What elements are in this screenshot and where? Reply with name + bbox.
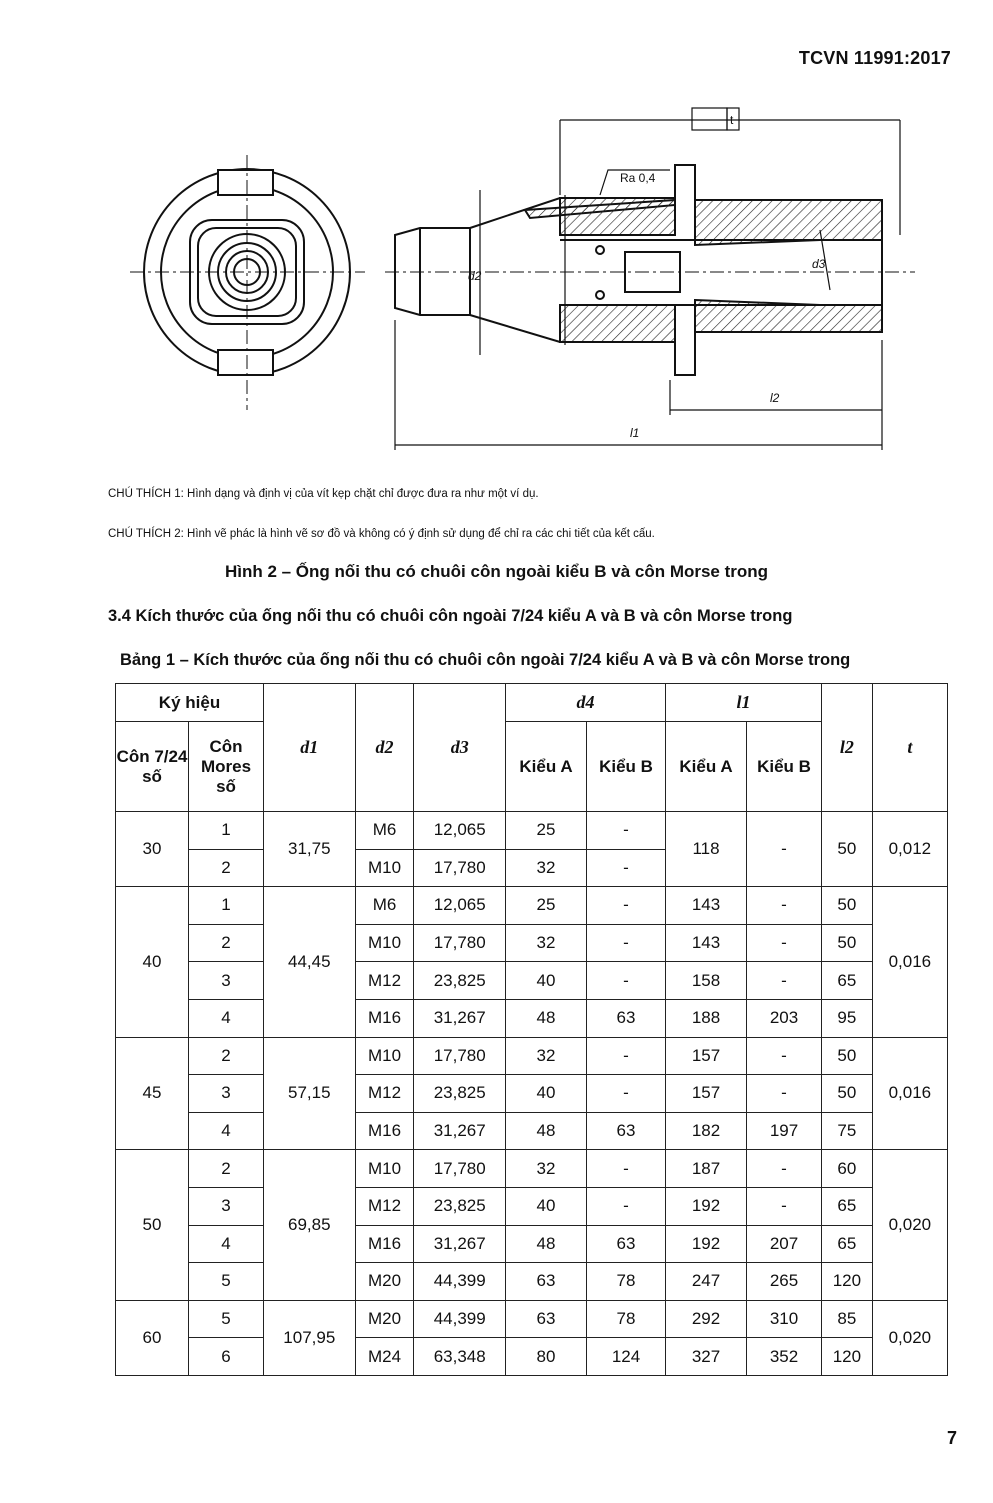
header-d4-kieu-b: Kiểu B [587, 722, 666, 812]
cell-d4a: 32 [506, 1150, 587, 1188]
cell-d1: 57,15 [264, 1037, 356, 1150]
note-1: CHÚ THÍCH 1: Hình dạng và định vị của vít kẹp chặt chỉ được đưa ra như một ví dụ. [108, 488, 539, 500]
cell-l1b: - [747, 1187, 822, 1225]
section-title: 3.4 Kích thước của ống nối thu có chuôi côn ngoài 7/24 kiểu A và B và côn Morse trong [108, 607, 793, 625]
cell-d3: 31,267 [414, 1112, 506, 1150]
cell-d2: M12 [355, 1075, 414, 1113]
cell-d1: 69,85 [264, 1150, 356, 1300]
cell-d3: 44,399 [414, 1263, 506, 1301]
cell-d3: 17,780 [414, 1037, 506, 1075]
cell-d2: M6 [355, 812, 414, 850]
cell-d3: 23,825 [414, 1075, 506, 1113]
table-row [116, 1187, 948, 1225]
cell-d2: M20 [355, 1263, 414, 1301]
cell-d2: M16 [355, 999, 414, 1037]
cell-d4b: 78 [587, 1300, 666, 1338]
cell-mores: 1 [189, 812, 264, 850]
header-con724: Côn 7/24 số [116, 722, 189, 812]
page-number: 7 [946, 1428, 957, 1448]
cell-l1a: 143 [666, 887, 747, 925]
cell-l1a: 247 [666, 1263, 747, 1301]
cell-d3: 44,399 [414, 1300, 506, 1338]
standard-number: TCVN 11991:2017 [798, 48, 951, 68]
cell-mores: 2 [189, 924, 264, 962]
cell-d3: 17,780 [414, 849, 506, 887]
cell-d2: M10 [355, 1150, 414, 1188]
cell-con: 30 [116, 812, 189, 887]
cell-l1b: 352 [747, 1338, 822, 1376]
cell-l1a: 157 [666, 1037, 747, 1075]
cell-l1a: 192 [666, 1187, 747, 1225]
cell-d3: 17,780 [414, 1150, 506, 1188]
cell-d2: M20 [355, 1300, 414, 1338]
cell-d4a: 80 [506, 1338, 587, 1376]
cell-l1b: - [747, 812, 822, 887]
cell-d4b: 63 [587, 1225, 666, 1263]
cell-t: 0,020 [872, 1300, 947, 1375]
cell-d2: M6 [355, 887, 414, 925]
header-con-mores: Côn Mores số [189, 722, 264, 812]
cell-d4a: 32 [506, 1037, 587, 1075]
cell-l1b: 310 [747, 1300, 822, 1338]
cell-t: 0,016 [872, 887, 947, 1037]
cell-d4a: 48 [506, 1225, 587, 1263]
table-row [116, 812, 948, 850]
table-row [116, 1075, 948, 1113]
table-row [116, 1037, 948, 1075]
header-d4-kieu-a: Kiểu A [506, 722, 587, 812]
cell-d1: 44,45 [264, 887, 356, 1037]
cell-d2: M12 [355, 1187, 414, 1225]
l2-label: l2 [770, 391, 780, 405]
cell-l2: 50 [822, 887, 873, 925]
cell-l1b: 197 [747, 1112, 822, 1150]
cell-l1a: 157 [666, 1075, 747, 1113]
cell-t: 0,020 [872, 1150, 947, 1300]
table-row [116, 1112, 948, 1150]
cell-l2: 50 [822, 924, 873, 962]
cell-l1a: 292 [666, 1300, 747, 1338]
cell-d3: 63,348 [414, 1338, 506, 1376]
cell-l2: 50 [822, 1075, 873, 1113]
cell-d4a: 63 [506, 1300, 587, 1338]
cell-d4b: - [587, 1187, 666, 1225]
cell-mores: 6 [189, 1338, 264, 1376]
cell-d4a: 32 [506, 849, 587, 887]
cell-l1b: - [747, 924, 822, 962]
header-l1-kieu-a: Kiểu A [666, 722, 747, 812]
cell-d4a: 40 [506, 962, 587, 1000]
cell-d4a: 32 [506, 924, 587, 962]
header-t: t [872, 684, 947, 812]
cell-l2: 60 [822, 1150, 873, 1188]
cell-d1: 107,95 [264, 1300, 356, 1375]
cell-mores: 4 [189, 1112, 264, 1150]
roughness-label: Ra 0,4 [620, 171, 656, 185]
cell-l1b: - [747, 1075, 822, 1113]
cell-mores: 4 [189, 1225, 264, 1263]
cell-l1b: 265 [747, 1263, 822, 1301]
dimensions-table [115, 683, 948, 1376]
cell-mores: 2 [189, 1150, 264, 1188]
cell-l1b: - [747, 1150, 822, 1188]
cell-l1a: 327 [666, 1338, 747, 1376]
cell-d3: 31,267 [414, 999, 506, 1037]
cell-l1a: 182 [666, 1112, 747, 1150]
tolerance-label: t [730, 113, 734, 127]
cell-l2: 65 [822, 962, 873, 1000]
cell-d3: 17,780 [414, 924, 506, 962]
cell-l1b: 207 [747, 1225, 822, 1263]
cell-l1a: 158 [666, 962, 747, 1000]
table-row [116, 1300, 948, 1338]
l1-label: l1 [630, 426, 640, 440]
d2-label: d2 [468, 269, 482, 283]
header-l1: l1 [666, 684, 822, 722]
note-2: CHÚ THÍCH 2: Hình vẽ phác là hình vẽ sơ đồ và không có ý định sử dụng để chỉ ra các chi tiết của kết cấu. [108, 528, 655, 540]
cell-d4b: 63 [587, 1112, 666, 1150]
cell-d4b: 63 [587, 999, 666, 1037]
cell-l1b: 203 [747, 999, 822, 1037]
table-title: Bảng 1 – Kích thước của ống nối thu có chuôi côn ngoài 7/24 kiểu A và B và côn Morse trong [120, 651, 851, 669]
cell-d4a: 40 [506, 1187, 587, 1225]
cell-mores: 2 [189, 1037, 264, 1075]
cell-d4b: - [587, 924, 666, 962]
cell-d2: M10 [355, 924, 414, 962]
cell-d2: M10 [355, 1037, 414, 1075]
cell-d2: M10 [355, 849, 414, 887]
table-row [116, 887, 948, 925]
table-row [116, 1338, 948, 1376]
cell-l2: 75 [822, 1112, 873, 1150]
table-row [116, 962, 948, 1000]
cell-l2: 50 [822, 812, 873, 887]
cell-d4a: 40 [506, 1075, 587, 1113]
cell-d2: M24 [355, 1338, 414, 1376]
cell-d4b: - [587, 849, 666, 887]
cell-l1b: - [747, 1037, 822, 1075]
cell-l2: 85 [822, 1300, 873, 1338]
header-l1-kieu-b: Kiểu B [747, 722, 822, 812]
header-d3: d3 [414, 684, 506, 812]
table-row [116, 924, 948, 962]
cell-mores: 3 [189, 1075, 264, 1113]
cell-l1b: - [747, 887, 822, 925]
table-row [116, 1263, 948, 1301]
cell-l1a: 187 [666, 1150, 747, 1188]
cell-mores: 2 [189, 849, 264, 887]
cell-con: 40 [116, 887, 189, 1037]
cell-d3: 23,825 [414, 1187, 506, 1225]
cell-d4b: - [587, 1150, 666, 1188]
cell-d4b: - [587, 962, 666, 1000]
cell-t: 0,016 [872, 1037, 947, 1150]
cell-d4b: - [587, 887, 666, 925]
cell-mores: 3 [189, 1187, 264, 1225]
cell-d3: 12,065 [414, 812, 506, 850]
cell-d4b: - [587, 1075, 666, 1113]
cell-l1b: - [747, 962, 822, 1000]
cell-d1: 31,75 [264, 812, 356, 887]
cell-d2: M16 [355, 1112, 414, 1150]
cell-l1a: 192 [666, 1225, 747, 1263]
cell-l2: 65 [822, 1225, 873, 1263]
cell-d4a: 25 [506, 812, 587, 850]
cell-l2: 95 [822, 999, 873, 1037]
header-d4: d4 [506, 684, 666, 722]
figure-title: Hình 2 – Ống nối thu có chuôi côn ngoài kiểu B và côn Morse trong [224, 562, 769, 581]
cell-d4a: 25 [506, 887, 587, 925]
table-row [116, 1225, 948, 1263]
cell-mores: 1 [189, 887, 264, 925]
d3-label: d3 [812, 257, 826, 271]
cell-t: 0,012 [872, 812, 947, 887]
cell-d4a: 48 [506, 1112, 587, 1150]
technical-drawing [130, 100, 920, 460]
cell-d3: 23,825 [414, 962, 506, 1000]
cell-con: 50 [116, 1150, 189, 1300]
cell-mores: 5 [189, 1300, 264, 1338]
cell-l1a: 143 [666, 924, 747, 962]
cell-d4b: - [587, 1037, 666, 1075]
cell-l2: 65 [822, 1187, 873, 1225]
header-l2: l2 [822, 684, 873, 812]
header-d1: d1 [264, 684, 356, 812]
cell-con: 45 [116, 1037, 189, 1150]
cell-d4b: 78 [587, 1263, 666, 1301]
table-row [116, 1150, 948, 1188]
cell-l1a: 118 [666, 812, 747, 887]
cell-d3: 31,267 [414, 1225, 506, 1263]
cell-l1a: 188 [666, 999, 747, 1037]
cell-d2: M16 [355, 1225, 414, 1263]
cell-d4a: 48 [506, 999, 587, 1037]
cell-con: 60 [116, 1300, 189, 1375]
cell-d4a: 63 [506, 1263, 587, 1301]
header-d2: d2 [355, 684, 414, 812]
cell-d3: 12,065 [414, 887, 506, 925]
header-ky-hieu: Ký hiệu [116, 684, 264, 722]
cell-mores: 4 [189, 999, 264, 1037]
cell-d2: M12 [355, 962, 414, 1000]
cell-l2: 50 [822, 1037, 873, 1075]
table-row [116, 999, 948, 1037]
cell-mores: 3 [189, 962, 264, 1000]
cell-mores: 5 [189, 1263, 264, 1301]
cell-l2: 120 [822, 1263, 873, 1301]
cell-d4b: - [587, 812, 666, 850]
cell-d4b: 124 [587, 1338, 666, 1376]
cell-l2: 120 [822, 1338, 873, 1376]
